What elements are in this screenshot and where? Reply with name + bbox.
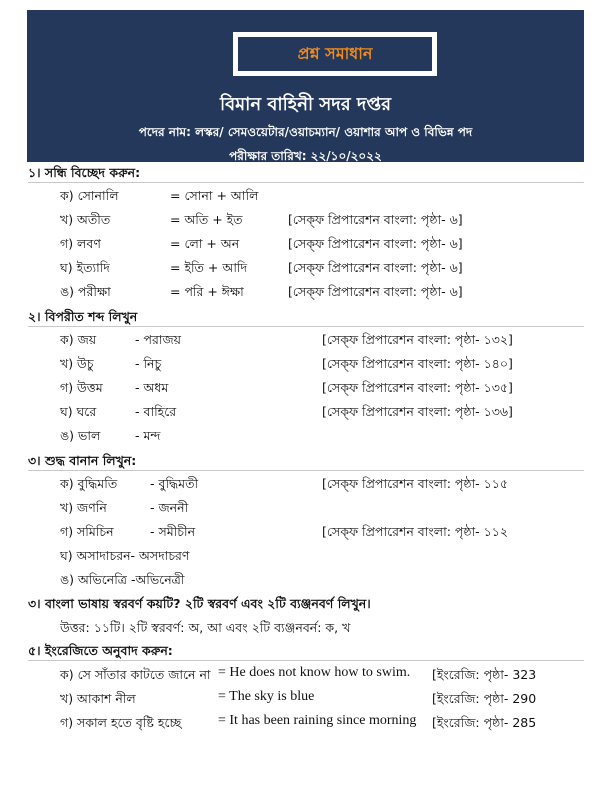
q5-bangla: খ) আকাশ নীল <box>60 691 136 706</box>
q3-word: গ) সমিচিন <box>60 524 114 539</box>
q5-bangla: ক) সে সাঁতার কাটতে জানে না <box>60 667 211 682</box>
q2-answer: - মন্দ <box>135 428 161 443</box>
q1-split: = অতি + ইত <box>170 212 243 227</box>
q2-word: ঘ) ঘরে <box>60 404 97 419</box>
divider <box>28 470 584 471</box>
q5-english: = He does not know how to swim. <box>218 665 411 680</box>
q1-ref: [সেক্ফ প্রিপারেশন বাংলা: পৃষ্ঠা- ৬] <box>288 236 463 251</box>
q4-heading: ৩। বাংলা ভাষায় স্বরবর্ণ কয়টি? ২টি স্বরবর্ণ এবং ২টি ব্যঞ্জনবর্ণ লিখুন। <box>28 596 371 611</box>
q2-answer: - নিচু <box>135 356 162 371</box>
q2-word: গ) উত্তম <box>60 380 103 395</box>
exam-date: পরীক্ষার তারিখ: ২২/১০/২০২২ <box>229 149 382 163</box>
page-title: বিমান বাহিনী সদর দপ্তর <box>219 94 392 115</box>
q1-split: = ইতি + আদি <box>170 260 248 275</box>
q3-word: খ) জণনি <box>60 500 107 515</box>
q1-ref: [সেক্ফ প্রিপারেশন বাংলা: পৃষ্ঠা- ৬] <box>288 212 463 227</box>
divider <box>28 660 584 661</box>
post-names: পদের নাম: লস্কর/ সেমওয়েটার/ওয়াচম্যান/ ওয়াশার আপ ও বিভিন্ন পদ <box>138 125 473 139</box>
q1-split: = পরি + ঈক্ষা <box>170 284 244 299</box>
q2-heading: ২। বিপরীত শব্দ লিখুন <box>28 309 138 324</box>
q1-split: = সোনা + আলি <box>170 188 259 203</box>
q5-english: = The sky is blue <box>218 689 315 704</box>
q2-ref: [সেক্ফ প্রিপারেশন বাংলা: পৃষ্ঠা- ১৩৫] <box>322 380 513 395</box>
q4-answer: উত্তর: ১১টি। ২টি স্বরবর্ণ: অ, আ এবং ২টি ব্যঞ্জনবর্ন: ক, খ <box>60 620 351 635</box>
q3-answer: - সমীচীন <box>150 524 196 539</box>
badge-text: প্রশ্ন সমাধান <box>297 43 373 63</box>
q3-word: ঙ) অভিনেত্রি -অভিনেত্রী <box>60 572 185 587</box>
q1-ref: [সেক্ফ প্রিপারেশন বাংলা: পৃষ্ঠা- ৬] <box>288 260 463 275</box>
q3-ref: [সেক্ফ প্রিপারেশন বাংলা: পৃষ্ঠা- ১১২ <box>322 524 508 539</box>
q1-split: = লো + অন <box>170 236 240 251</box>
header-banner <box>27 10 584 162</box>
q3-word: ঘ) অসাদাচরন- অসদাচরণ <box>60 548 190 563</box>
q5-ref: [ইংরেজি: পৃষ্ঠা- 290 <box>432 691 537 706</box>
title-badge-inner <box>238 37 432 71</box>
q5-ref: [ইংরেজি: পৃষ্ঠা- 285 <box>432 715 537 730</box>
q3-ref: [সেক্ফ প্রিপারেশন বাংলা: পৃষ্ঠা- ১১৫ <box>322 476 508 491</box>
q3-word: ক) বুদ্ধিমতি <box>60 476 118 491</box>
q1-word: ঙ) পরীক্ষা <box>60 284 111 299</box>
q3-answer: - বুদ্ধিমতী <box>150 476 199 491</box>
q2-answer: - পরাজয় <box>135 332 182 347</box>
q2-word: ঙ) ভাল <box>60 428 101 443</box>
q2-word: ক) জয় <box>60 332 97 347</box>
q3-heading: ৩। শুদ্ধ বানান লিখুন: <box>28 453 137 468</box>
q5-bangla: গ) সকাল হতে বৃষ্টি হচ্ছে <box>60 715 182 730</box>
q5-ref: [ইংরেজি: পৃষ্ঠা- 323 <box>432 667 537 682</box>
q1-word: গ) লবণ <box>60 236 101 251</box>
divider <box>28 326 584 327</box>
q5-heading: ৫। ইংরেজিতে অনুবাদ করুন: <box>28 643 173 658</box>
divider <box>28 182 584 183</box>
q3-answer: - জননী <box>150 500 189 515</box>
q2-ref: [সেক্ফ প্রিপারেশন বাংলা: পৃষ্ঠা- ১৩৬] <box>322 404 513 419</box>
q1-ref: [সেক্ফ প্রিপারেশন বাংলা: পৃষ্ঠা- ৬] <box>288 284 463 299</box>
title-badge <box>233 32 437 76</box>
q5-english: = It has been raining since morning <box>218 713 417 728</box>
q2-answer: - বাহিরে <box>135 404 177 419</box>
q2-ref: [সেক্ফ প্রিপারেশন বাংলা: পৃষ্ঠা- ১৩২] <box>322 332 513 347</box>
q2-word: খ) উচু <box>60 356 94 371</box>
q1-word: খ) অতীত <box>60 212 111 227</box>
q1-heading: ১। সন্ধি বিচ্ছেদ করুন: <box>28 165 141 180</box>
q1-word: ঘ) ইত্যাদি <box>60 260 110 275</box>
q1-word: ক) সোনালি <box>60 188 119 203</box>
q2-answer: - অধম <box>135 380 169 395</box>
q2-ref: [সেক্ফ প্রিপারেশন বাংলা: পৃষ্ঠা- ১৪০] <box>322 356 513 371</box>
